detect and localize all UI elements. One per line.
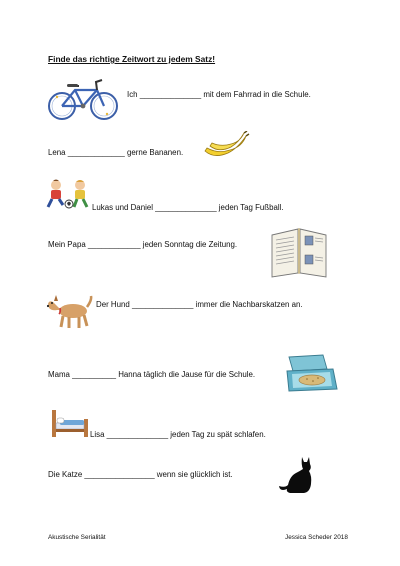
football-kids-icon (46, 178, 92, 210)
sentence-4: Mein Papa ____________ jeden Sonntag die Zeitung. (48, 240, 238, 249)
sentence-6: Mama __________ Hanna täglich die Jause für die Schule. (48, 370, 256, 379)
sentence-7: Lisa ______________ jeden Tag zu spät schlafen. (90, 430, 266, 439)
sentence-5: Der Hund ______________ immer die Nachbarskatzen an. (96, 300, 303, 309)
newspaper-icon (268, 225, 330, 279)
lunchbox-icon (283, 353, 341, 393)
bicycle-icon (47, 73, 119, 123)
footer-left: Akustische Serialität (48, 534, 106, 541)
cat-icon (276, 454, 318, 496)
sentence-3: Lukas und Daniel ______________ jeden Tag Fußball. (92, 203, 284, 212)
bananas-icon (202, 131, 250, 159)
worksheet-title: Finde das richtige Zeitwort zu jedem Satz! (48, 54, 216, 64)
dog-icon (45, 292, 95, 330)
sentence-1: Ich ______________ mit dem Fahrrad in die Schule. (127, 90, 311, 99)
sentence-8: Die Katze ________________ wenn sie glücklich ist. (48, 470, 233, 479)
footer-right: Jessica Scheder 2018 (285, 534, 348, 541)
sentence-2: Lena _____________ gerne Bananen. (48, 148, 184, 157)
bed-icon (50, 407, 90, 439)
